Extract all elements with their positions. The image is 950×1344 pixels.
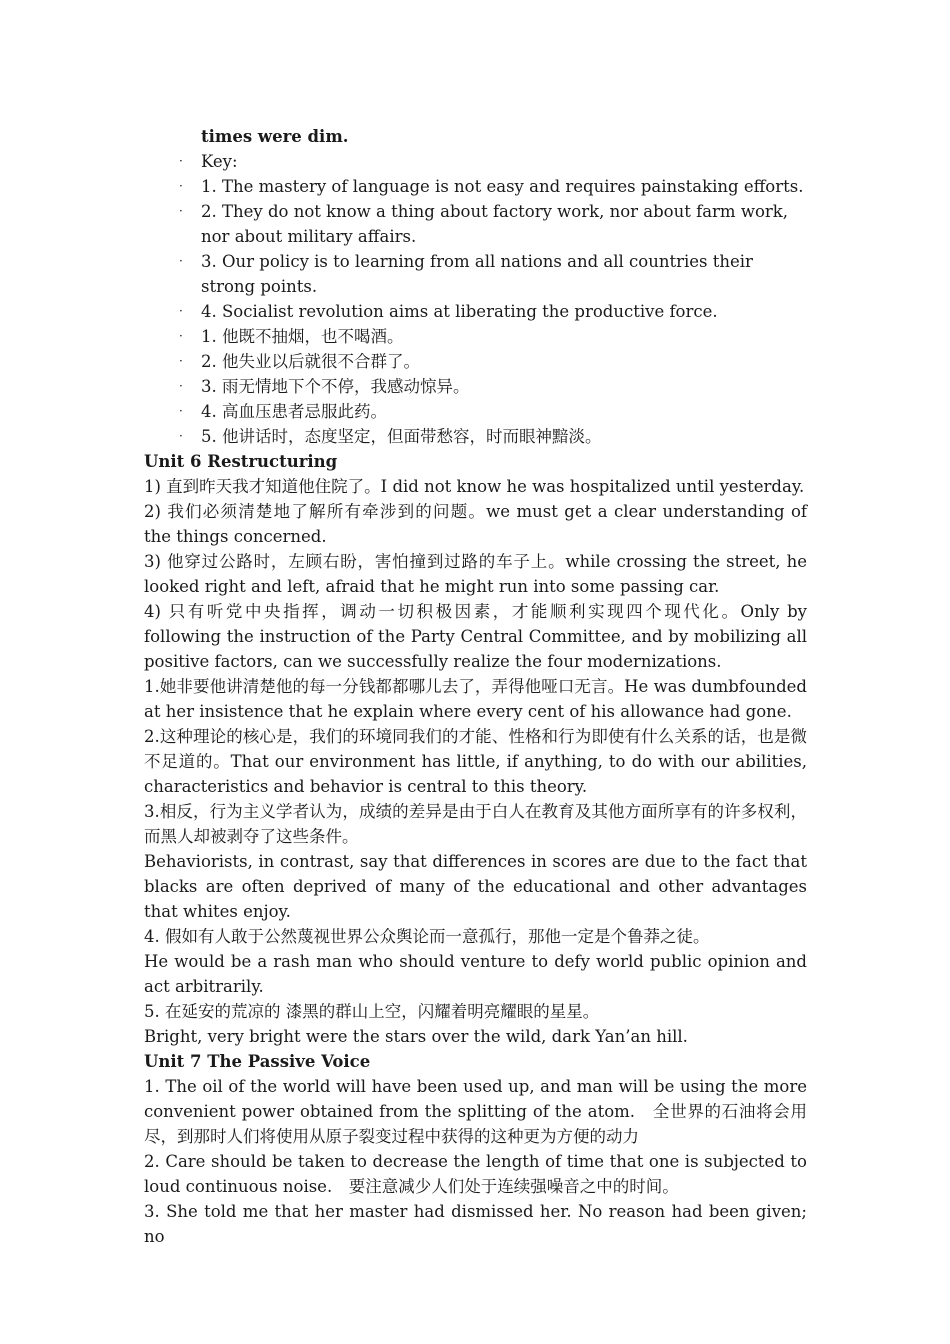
bullet-icon: ·	[179, 379, 183, 393]
list-item: · 2. 他失业以后就很不合群了。	[144, 349, 807, 374]
paragraph: Bright, very bright were the stars over the wild, dark Yan’an hill.	[144, 1027, 688, 1046]
bullet-icon: ·	[179, 254, 183, 268]
paragraph: Behaviorists, in contrast, say that differences in scores are due to the fact that blacks are often deprived of many of the educational and other advantages that whites enjoy.	[144, 852, 807, 921]
list-item: · 3. Our policy is to learning from all nations and all countries their strong points.	[144, 249, 807, 299]
continued-line: times were dim.	[201, 127, 349, 146]
paragraph: 1.她非要他讲清楚他的每一分钱都都哪儿去了，弄得他哑口无言。He was dumbfounded at her insistence that he explain where every cent of his allowance had gone.	[144, 677, 807, 721]
document-page	[144, 124, 807, 1249]
list-item: · 3. 雨无情地下个不停，我感动惊异。	[144, 374, 807, 399]
unit-7-heading: Unit 7 The Passive Voice	[144, 1052, 371, 1071]
bullet-icon: ·	[179, 179, 183, 193]
paragraph: 1. The oil of the world will have been used up, and man will be using the more convenient power obtained from the splitting of the atom. 全世界的石油将会用尽，到那时人们将使用从原子裂变过程中获得的这种更为方便的动力	[144, 1077, 807, 1146]
list-item: · 5. 他讲话时，态度坚定，但面带愁容，时而眼神黯淡。	[144, 424, 807, 449]
bullet-icon: ·	[179, 329, 183, 343]
paragraph: 3.相反，行为主义学者认为，成绩的差异是由于白人在教育及其他方面所享有的许多权利，而黑人却被剥夺了这些条件。	[144, 802, 807, 846]
bullet-icon: ·	[179, 204, 183, 218]
list-item: · Key:	[144, 149, 807, 174]
bullet-icon: ·	[179, 304, 183, 318]
paragraph: 5. 在延安的荒凉的 漆黑的群山上空，闪耀着明亮耀眼的星星。	[144, 1002, 600, 1021]
list-item: · 1. The mastery of language is not easy and requires painstaking efforts.	[144, 174, 807, 199]
paragraph: 3) 他穿过公路时，左顾右盼，害怕撞到过路的车子上。while crossing the street, he looked right and left, afraid that he might run into some passing car.	[144, 552, 807, 596]
bullet-icon: ·	[179, 354, 183, 368]
paragraph: 3. She told me that her master had dismissed her. No reason had been given; no	[144, 1202, 807, 1246]
bullet-icon: ·	[179, 154, 183, 168]
list-item: · 1. 他既不抽烟，也不喝酒。	[144, 324, 807, 349]
paragraph: 1) 直到昨天我才知道他住院了。I did not know he was hospitalized until yesterday.	[144, 477, 805, 496]
paragraph: 2. Care should be taken to decrease the length of time that one is subjected to loud continuous noise. 要注意减少人们处于连续强噪音之中的时间。	[144, 1152, 807, 1196]
list-item: · 4. Socialist revolution aims at liberating the productive force.	[144, 299, 807, 324]
paragraph: He would be a rash man who should venture to defy world public opinion and act arbitrarily.	[144, 952, 807, 996]
list-item: · 4. 高血压患者忌服此药。	[144, 399, 807, 424]
paragraph: 2) 我们必须清楚地了解所有牵涉到的问题。we must get a clear understanding of the things concerned.	[144, 502, 807, 546]
bullet-icon: ·	[179, 429, 183, 443]
bullet-icon: ·	[179, 404, 183, 418]
key-list	[144, 149, 807, 449]
paragraph: 4) 只有听党中央指挥，调动一切积极因素，才能顺利实现四个现代化。Only by following the instruction of the Party Central Committee, and by mobilizing all positive factors, can we successfully realize the four modernizations.	[144, 602, 807, 671]
paragraph: 4. 假如有人敢于公然蔑视世界公众舆论而一意孤行，那他一定是个鲁莽之徒。	[144, 927, 710, 946]
list-item: · 2. They do not know a thing about factory work, nor about farm work, nor about military affairs.	[144, 199, 807, 249]
paragraph: 2.这种理论的核心是，我们的环境同我们的才能、性格和行为即使有什么关系的话，也是微不足道的。That our environment has little, if anything, to do with our abilities, characteristics and behavior is central to this theory.	[144, 727, 807, 796]
unit-6-heading: Unit 6 Restructuring	[144, 452, 338, 471]
